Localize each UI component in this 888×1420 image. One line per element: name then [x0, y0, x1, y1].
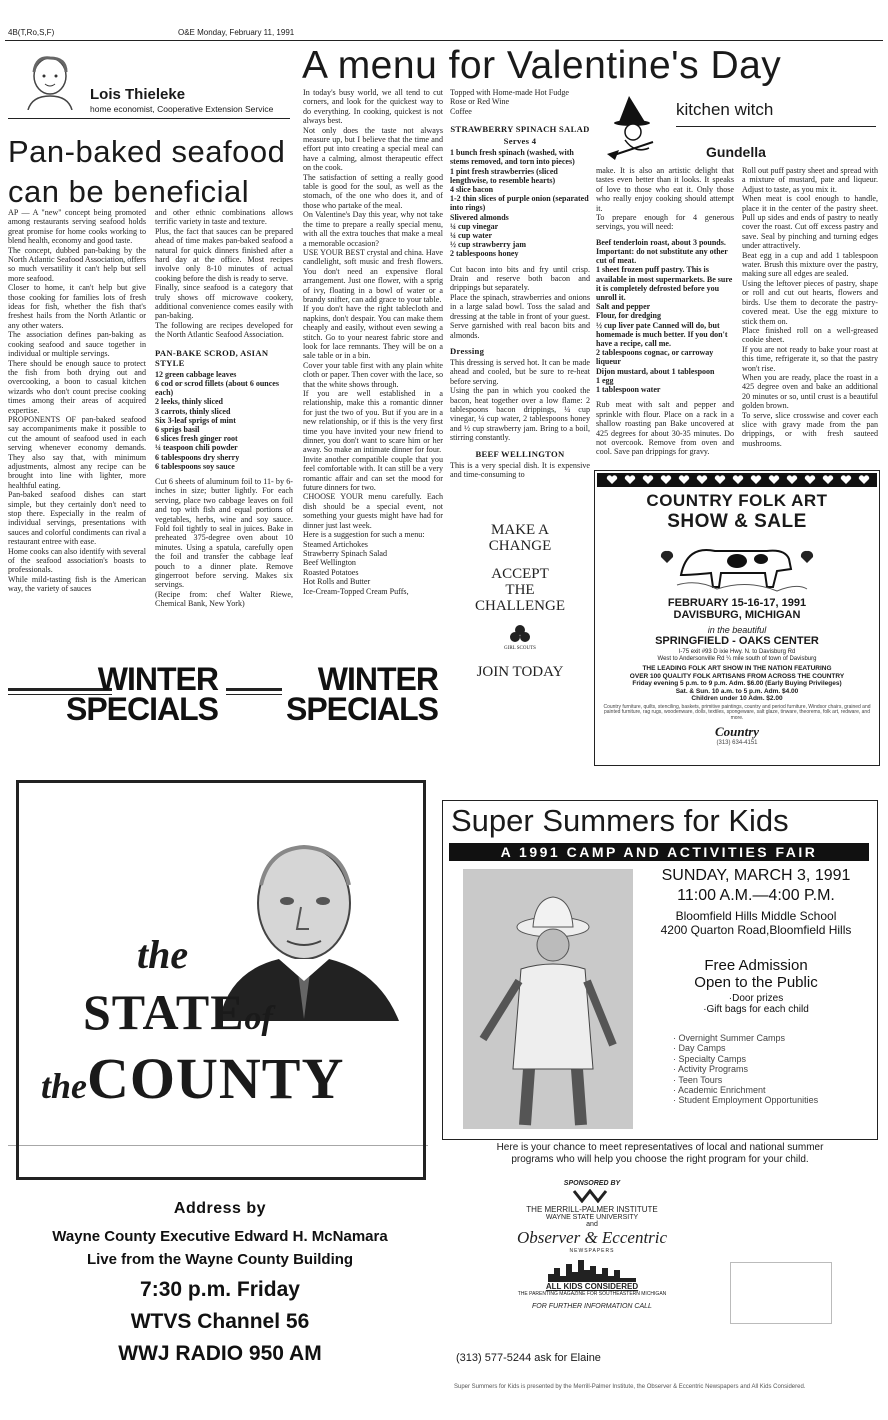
- summers-admission2: Open to the Public: [694, 974, 818, 991]
- scouts-line1: MAKE A: [491, 522, 549, 538]
- activity-item: · Teen Tours: [673, 1075, 861, 1085]
- folk-venue: SPRINGFIELD - OAKS CENTER: [655, 635, 819, 647]
- beef-title: BEEF WELLINGTON: [475, 448, 565, 459]
- county-line2: Wayne County Executive Edward H. McNamara: [52, 1228, 388, 1245]
- seafood-headline: Pan-baked seafood can be beneficial: [8, 134, 286, 209]
- specials-word-2: SPECIALS: [285, 691, 438, 727]
- header-rule: [5, 40, 883, 41]
- activity-item: · Academic Enrichment: [673, 1085, 861, 1095]
- recipe-method: Cut 6 sheets of aluminum foil to 11- by 6-inches in size; butter lightly. For each serving, place two cabbage leaves on foil and top with fish and equal portions of vegetables, herbs, wine and soy sauce. Fold foil tightly to seal in juices. Bake in preheated 375-degree oven about 10 minutes. Using a spatula, carefully open the foil and transfer the cabbage leaf pouch to a dinner plate. Remove gingerroot before serving. Makes six servings. (Recipe from: chef Walter Riewe, Chemical Bank, New York): [155, 476, 293, 609]
- summers-extra1: ·Door prizes: [728, 993, 784, 1004]
- winter-label-1: [8, 661, 218, 727]
- county-dashed-rule: [8, 1145, 428, 1146]
- summers-sponsors: [442, 1180, 742, 1310]
- and-word: and: [586, 1221, 598, 1228]
- kids-sub: THE PARENTING MAGAZINE FOR SOUTHEASTERN MICHIGAN: [517, 1291, 667, 1297]
- info-line: FOR FURTHER INFORMATION CALL: [532, 1303, 652, 1310]
- scouts-line2: CHANGE: [488, 538, 552, 554]
- folk-headline-small: THE LEADING FOLK ART SHOW IN THE NATION FEATURING OVER 100 QUALITY FOLK ARTISANS FROM ACROSS THE COUNTRY: [629, 665, 845, 680]
- merrill-palmer-logo: [572, 1189, 612, 1203]
- winter-word-2: WINTER: [317, 661, 438, 697]
- county-state-block: [83, 983, 273, 1041]
- folk-logo: Country: [714, 723, 760, 739]
- summers-venue1: Bloomfield Hills Middle School: [675, 909, 837, 923]
- scouts-cta: JOIN TODAY: [476, 664, 564, 680]
- hearts-border-top: [597, 473, 877, 487]
- activity-item: · Activity Programs: [673, 1064, 861, 1074]
- valentine-col1: [303, 88, 443, 648]
- author-photo: [22, 52, 78, 110]
- folk-in-the: in the beautiful: [707, 625, 767, 635]
- kid-photo: [463, 869, 633, 1129]
- folk-art-ad: [594, 470, 880, 766]
- menu-items: Steamed Artichokes Strawberry Spinach Salad Beef Wellington Roasted Potatoes Hot Rolls and Butter Ice-Cream-Topped Cream Puffs,: [303, 539, 409, 596]
- summers-extra2: ·Gift bags for each child: [703, 1004, 809, 1015]
- faint-grid-mark: [730, 1262, 832, 1324]
- paper-logo: Observer & Eccentric: [516, 1228, 668, 1247]
- beef-intro: This is a very special dish. It is expensive and time-consuming to: [450, 460, 590, 479]
- activity-item: · Student Employment Opportunities: [673, 1095, 861, 1105]
- folk-title1: COUNTRY FOLK ART: [646, 491, 828, 510]
- county-line6: WWJ RADIO 950 AM: [118, 1342, 322, 1365]
- summers-headline: Super Summers for Kids: [451, 803, 789, 838]
- scouts-line4: THE: [505, 582, 535, 598]
- summers-activities: [661, 1033, 861, 1106]
- activity-item: · Day Camps: [673, 1043, 861, 1053]
- summers-chance1: Here is your chance to meet representatives of local and national summer: [496, 1142, 824, 1153]
- activity-item: · Overnight Summer Camps: [673, 1033, 861, 1043]
- trefoil-icon: [510, 624, 530, 644]
- beef-ingredients: Beef tenderloin roast, about 3 pounds. Important: do not substitute any other cut of meat. 1 sheet frozen puff pastry. This is available in most supermarkets. Be sure it is completely defrosted before you unroll it. Salt and pepper Flour, for dredging ½ cup liver pate Canned will do, but homemade is much better. If you don't have a recipe, call me. 2 tablespoons cognac, or carroway liqueur Dijon mustard, about 1 tablespoon 1 egg 1 tablespoon water: [596, 237, 733, 395]
- folk-fineprint: Country furniture, quilts, stenciling, baskets, primitive paintings, country and period furniture, Windsor chairs, grained and painted furniture, rag rugs, woodenware, dolls, textiles, spongeware, salt glaze, tinware, theorems, folk art, redware, and more.: [603, 703, 871, 722]
- winter-word-1: WINTER: [97, 661, 218, 697]
- folk-hours3: Children under 10 Adm. $2.00: [691, 695, 783, 702]
- cow-illustration: [595, 535, 879, 595]
- summers-admission1: Free Admission: [704, 957, 808, 974]
- salad-method: Cut bacon into bits and fry until crisp. Drain and reserve both bacon and drippings but separately. Place the spinach, strawberries and onions in a large salad bowl. Toss the salad and dressing at the table in front of your guest. Serve garnished with real bacon bits and almonds.: [450, 264, 590, 340]
- valentine-headline: A menu for Valentine's Day: [302, 44, 782, 87]
- witch-col1: [596, 166, 734, 462]
- witch-col2: Roll out puff pastry sheet and spread with a mixture of mustard, pate and liqueur. Adjust to taste, as you mix it. When meat is cool enough to handle, place it in the center of the pastry sheet. Pull up sides and ends of pastry to neatly cover the roast. Cut off excess pastry and save. Seal by pinching and turning edges under attractively. Beat egg in a cup and add 1 tablespoon water. Brush this mixture over the pastry, making sure all edges are sealed. Using the leftover pieces of pastry, shape or roll and cut out hearts, flowers and birds. Use them to decorate the pastry-covered meat. Use the egg mixture to stick them on. Place finished roll on a well-greased cookie sheet. If you are not ready to bake your roast at this time, refrigerate it, so that the pastry won't rise. When you are ready, place the roast in a 425 degree oven and bake an additional 20 minutes or so, until crust is a beautiful golden brown. To serve, slice crosswise and cover each slice with gravy made from the pan drippings, or with fresh sauteed mushrooms.: [742, 166, 878, 448]
- folk-city: DAVISBURG, MICHIGAN: [673, 609, 801, 621]
- institute2: WAYNE STATE UNIVERSITY: [545, 1214, 639, 1221]
- county-line5: WTVS Channel 56: [130, 1310, 310, 1333]
- dressing-text: This dressing is served hot. It can be made ahead and cooled, but be sure to re-heat before serving. Using the pan in which you cooked the bacon, heat together over a low flame: 2 tablespoons bacon drippings, ¼ cup vinegar, ¼ cup water, 2 tablespoons honey and ½ cup strawberry jam. Bring to a boil, stirring constantly.: [450, 357, 590, 443]
- salad-title: STRAWBERRY SPINACH SALAD: [450, 124, 590, 135]
- county-line1: Address by: [173, 1200, 267, 1217]
- witch-logo: [605, 92, 675, 162]
- recipe-ingredients: 12 green cabbage leaves 6 cod or scrod fillets (about 6 ounces each) 2 leeks, thinly sliced 3 carrots, thinly sliced Six 3-leaf sprigs of mint 6 sprigs basil 6 slices fresh ginger root ¼ teaspoon chili powder 6 tablespoons dry sherry 6 tablespoons soy sauce: [155, 369, 279, 471]
- summers-banner: A 1991 CAMP AND ACTIVITIES FAIR: [449, 843, 869, 861]
- kids-logo: ALL KIDS CONSIDERED: [545, 1282, 639, 1291]
- byline-rule: [8, 118, 290, 119]
- county-state: STATE: [83, 984, 245, 1040]
- scouts-ad: [450, 522, 590, 692]
- summers-venue2: 4200 Quarton Road,Bloomfield Hills: [660, 923, 852, 937]
- valentine-col2: [450, 88, 590, 508]
- summers-info: [639, 867, 873, 1015]
- summers-date: SUNDAY, MARCH 3, 1991: [661, 867, 851, 884]
- witch-rule: [676, 126, 876, 127]
- folk-hours1: Friday evening 5 p.m. to 9 p.m. Adm. $6.00 (Early Buying Privileges): [632, 680, 842, 687]
- county-ad: [16, 780, 426, 1180]
- paper-sub: NEWSPAPERS: [569, 1248, 615, 1254]
- seafood-col1: AP — A "new" concept being promoted among restaurants serving seafood holds great promise for home cooks working to blend health, economy and good taste. The concept, dubbed pan-baking by the North Atlantic Seafood Association, offers so much versatility it can't help but sell more seafood. Closer to home, it can't help but give those cooking for families lots of fresh ideas for fish, whether the fish that's freshest hails from the North Atlantic or any other waters. The association defines pan-baking as cooking seafood and sauce together in individual or multiple servings. There should be enough sauce to protect the fish from both drying out and overcooking, a boon to casual kitchen wizards who don't count precise cooking times among their areas of acquired expertise. PROPONENTS OF pan-baked seafood say accompaniments make it possible to cut the amount of seafood used in each serving whenever economy demands. They also say that, with minimum adjustments, almost any recipe can be brought into line with lighter, more healthful eating. Pan-baked seafood dishes can start simple, but they certainly don't need to stop there. Especially in the realm of individual servings, presentations with sauces and colorful condiments can rival a restaurant entree with ease. Home cooks can also identify with several of the seafood association's boasts to professionals. While mild-tasting fish is the American way, the variety of sauces: [8, 208, 146, 594]
- salad-serves: Serves 4: [503, 136, 537, 147]
- scouts-line5: CHALLENGE: [475, 598, 565, 614]
- recipe-title: PAN-BAKE SCROD, ASIAN STYLE: [155, 347, 269, 368]
- county-the2: the: [41, 1066, 88, 1106]
- summers-time: 11:00 A.M.—4:00 P.M.: [677, 887, 835, 904]
- county-the1: the: [137, 932, 189, 977]
- folk-directions: I-75 exit #93 D ixie Hwy. N. to Davisburg Rd West to Andersonville Rd ¼ mile south of town of Davisburg: [657, 649, 817, 662]
- county-county: COUNTY: [87, 1046, 345, 1111]
- skyline-logo: [544, 1258, 640, 1282]
- page-folio: 4B(T,Ro,S,F): [8, 28, 55, 37]
- scouts-line3: ACCEPT: [491, 566, 549, 582]
- county-of: of: [244, 1000, 273, 1037]
- witch-label: kitchen witch: [676, 100, 774, 119]
- page-date: O&E Monday, February 11, 1991: [178, 28, 295, 37]
- byline-name: Lois Thieleke: [90, 86, 186, 103]
- winter-label-2: [226, 661, 438, 727]
- activities-list: [661, 1033, 861, 1106]
- dressing-title: Dressing: [450, 345, 485, 356]
- scouts-caption: GIRL SCOUTS: [504, 646, 536, 651]
- folk-hours2: Sat. & Sun. 10 a.m. to 5 p.m. Adm. $4.00: [675, 687, 799, 695]
- seafood-col2: [155, 208, 293, 656]
- witch-col1-end: Rub meat with salt and pepper and sprinkle with flour. Place on a rack in a shallow roasting pan Bake uncovered at 425 degrees for about 30-35 minutes. Do not overcook. Remove from oven and cool. Save pan drippings for gravy.: [596, 400, 734, 457]
- summers-footnote: Super Summers for Kids is presented by the Merrill-Palmer Institute, the Observer & Eccentric Newspapers and All Kids Considered.: [454, 1384, 806, 1390]
- specials-word-1: SPECIALS: [65, 691, 218, 727]
- county-county-block: [41, 1045, 344, 1112]
- summers-phone: (313) 577-5244 ask for Elaine: [456, 1352, 601, 1364]
- folk-title2: SHOW & SALE: [667, 511, 807, 532]
- activity-item: · Specialty Camps: [673, 1054, 861, 1064]
- sponsored-by: SPONSORED BY: [563, 1180, 621, 1187]
- byline-title: home economist, Cooperative Extension Service: [90, 104, 274, 114]
- county-address-block: [20, 1200, 420, 1366]
- seafood-col2-text: and other ethnic combinations allows terrific variety in taste and texture. Plus, the fact that sauces can be prepared ahead of time makes pan-baked seafood a natural for quick dinners finished after a hard day at the office. Most recipes involve only 8-10 minutes of actual cooking before the dish is ready to serve. Finally, since seafood is a category that truly shows off microwave cookery, additional convenience comes easily with pan-baking. The following are recipes developed for the North Atlantic Seafood Association.: [155, 208, 293, 340]
- witch-col1-text: make. It is also an artistic delight that tastes even better than it looks. It speaks of love to those who eat it. Only those who really enjoy cooking should attempt it. To prepare enough for 4 generous servings, you will need:: [596, 166, 734, 232]
- witch-name: Gundella: [706, 144, 766, 160]
- summers-chance: [442, 1142, 878, 1166]
- salad-ingredients: 1 bunch fresh spinach (washed, with stems removed, and torn into pieces) 1 pint fresh strawberries (sliced lengthwise, to resemble hearts) 4 slice bacon 1-2 thin slices of purple onion (separated into rings) Slivered almonds ¼ cup vinegar ¼ cup water ½ cup strawberry jam 2 tablespoons honey: [450, 148, 589, 259]
- folk-phone: (313) 634-4151: [716, 739, 758, 746]
- county-line3: Live from the Wayne County Building: [86, 1251, 354, 1268]
- folk-dates: FEBRUARY 15-16-17, 1991: [667, 597, 807, 609]
- summers-ad: [442, 800, 878, 1140]
- institute1: THE MERRILL-PALMER INSTITUTE: [526, 1205, 658, 1214]
- menu-continued: Topped with Home-made Hot Fudge Rose or Red Wine Coffee: [450, 88, 570, 116]
- county-line4: 7:30 p.m. Friday: [140, 1278, 300, 1301]
- valentine-col1-text: In today's busy world, we all tend to cut corners, and look for the quickest way to do everything. In cooking, quickest is not always best. Not only does the taste not always measure up, but I believe that the time and effort put into creating a special meal can have a calming, almost therapeutic effect on the cook. The satisfaction of setting a really good table is good for the soul, as well as the stomach, of the one who does it, and of those who partake of the meal. On Valentine's Day this year, why not take the time to prepare a really special menu, with all the extra touches that make a meal a memorable occasion? USE YOUR BEST crystal and china. Have candlelight, soft music and fresh flowers. You don't need an expensive floral arrangement. Just one flower, with a sprig of ivy, floating in a bowl of water or a brandy snifter, can add grace to your table. If you don't have the right tablecloth and napkins, don't despair. You can make them cheaply and easily, without even sewing a stitch. Go to your nearest fabric store and look for lace remnants. They will be on a sale table or in a bin. Cover your table first with any plain white cloth or paper. Then cover with the lace, so that the white shows through. If you are well established in a relationship, make this a romantic dinner for just the two of you. But if you are in a new relationship, or if this is the very first time you have invited your new friend to dinner, you don't want to scare him or her away. So make an intimate dinner for four. Invite another compatible couple that you feel comfortable with. It can still be a very romantic affair and can set the mood for future dinners for two. CHOOSE YOUR menu carefully. Each dish should be a special event, not something your guests might have had for dinner just last week. Here is a suggestion for such a menu:: [303, 88, 443, 540]
- summers-chance2: programs who will help you choose the right program for your child.: [511, 1154, 809, 1165]
